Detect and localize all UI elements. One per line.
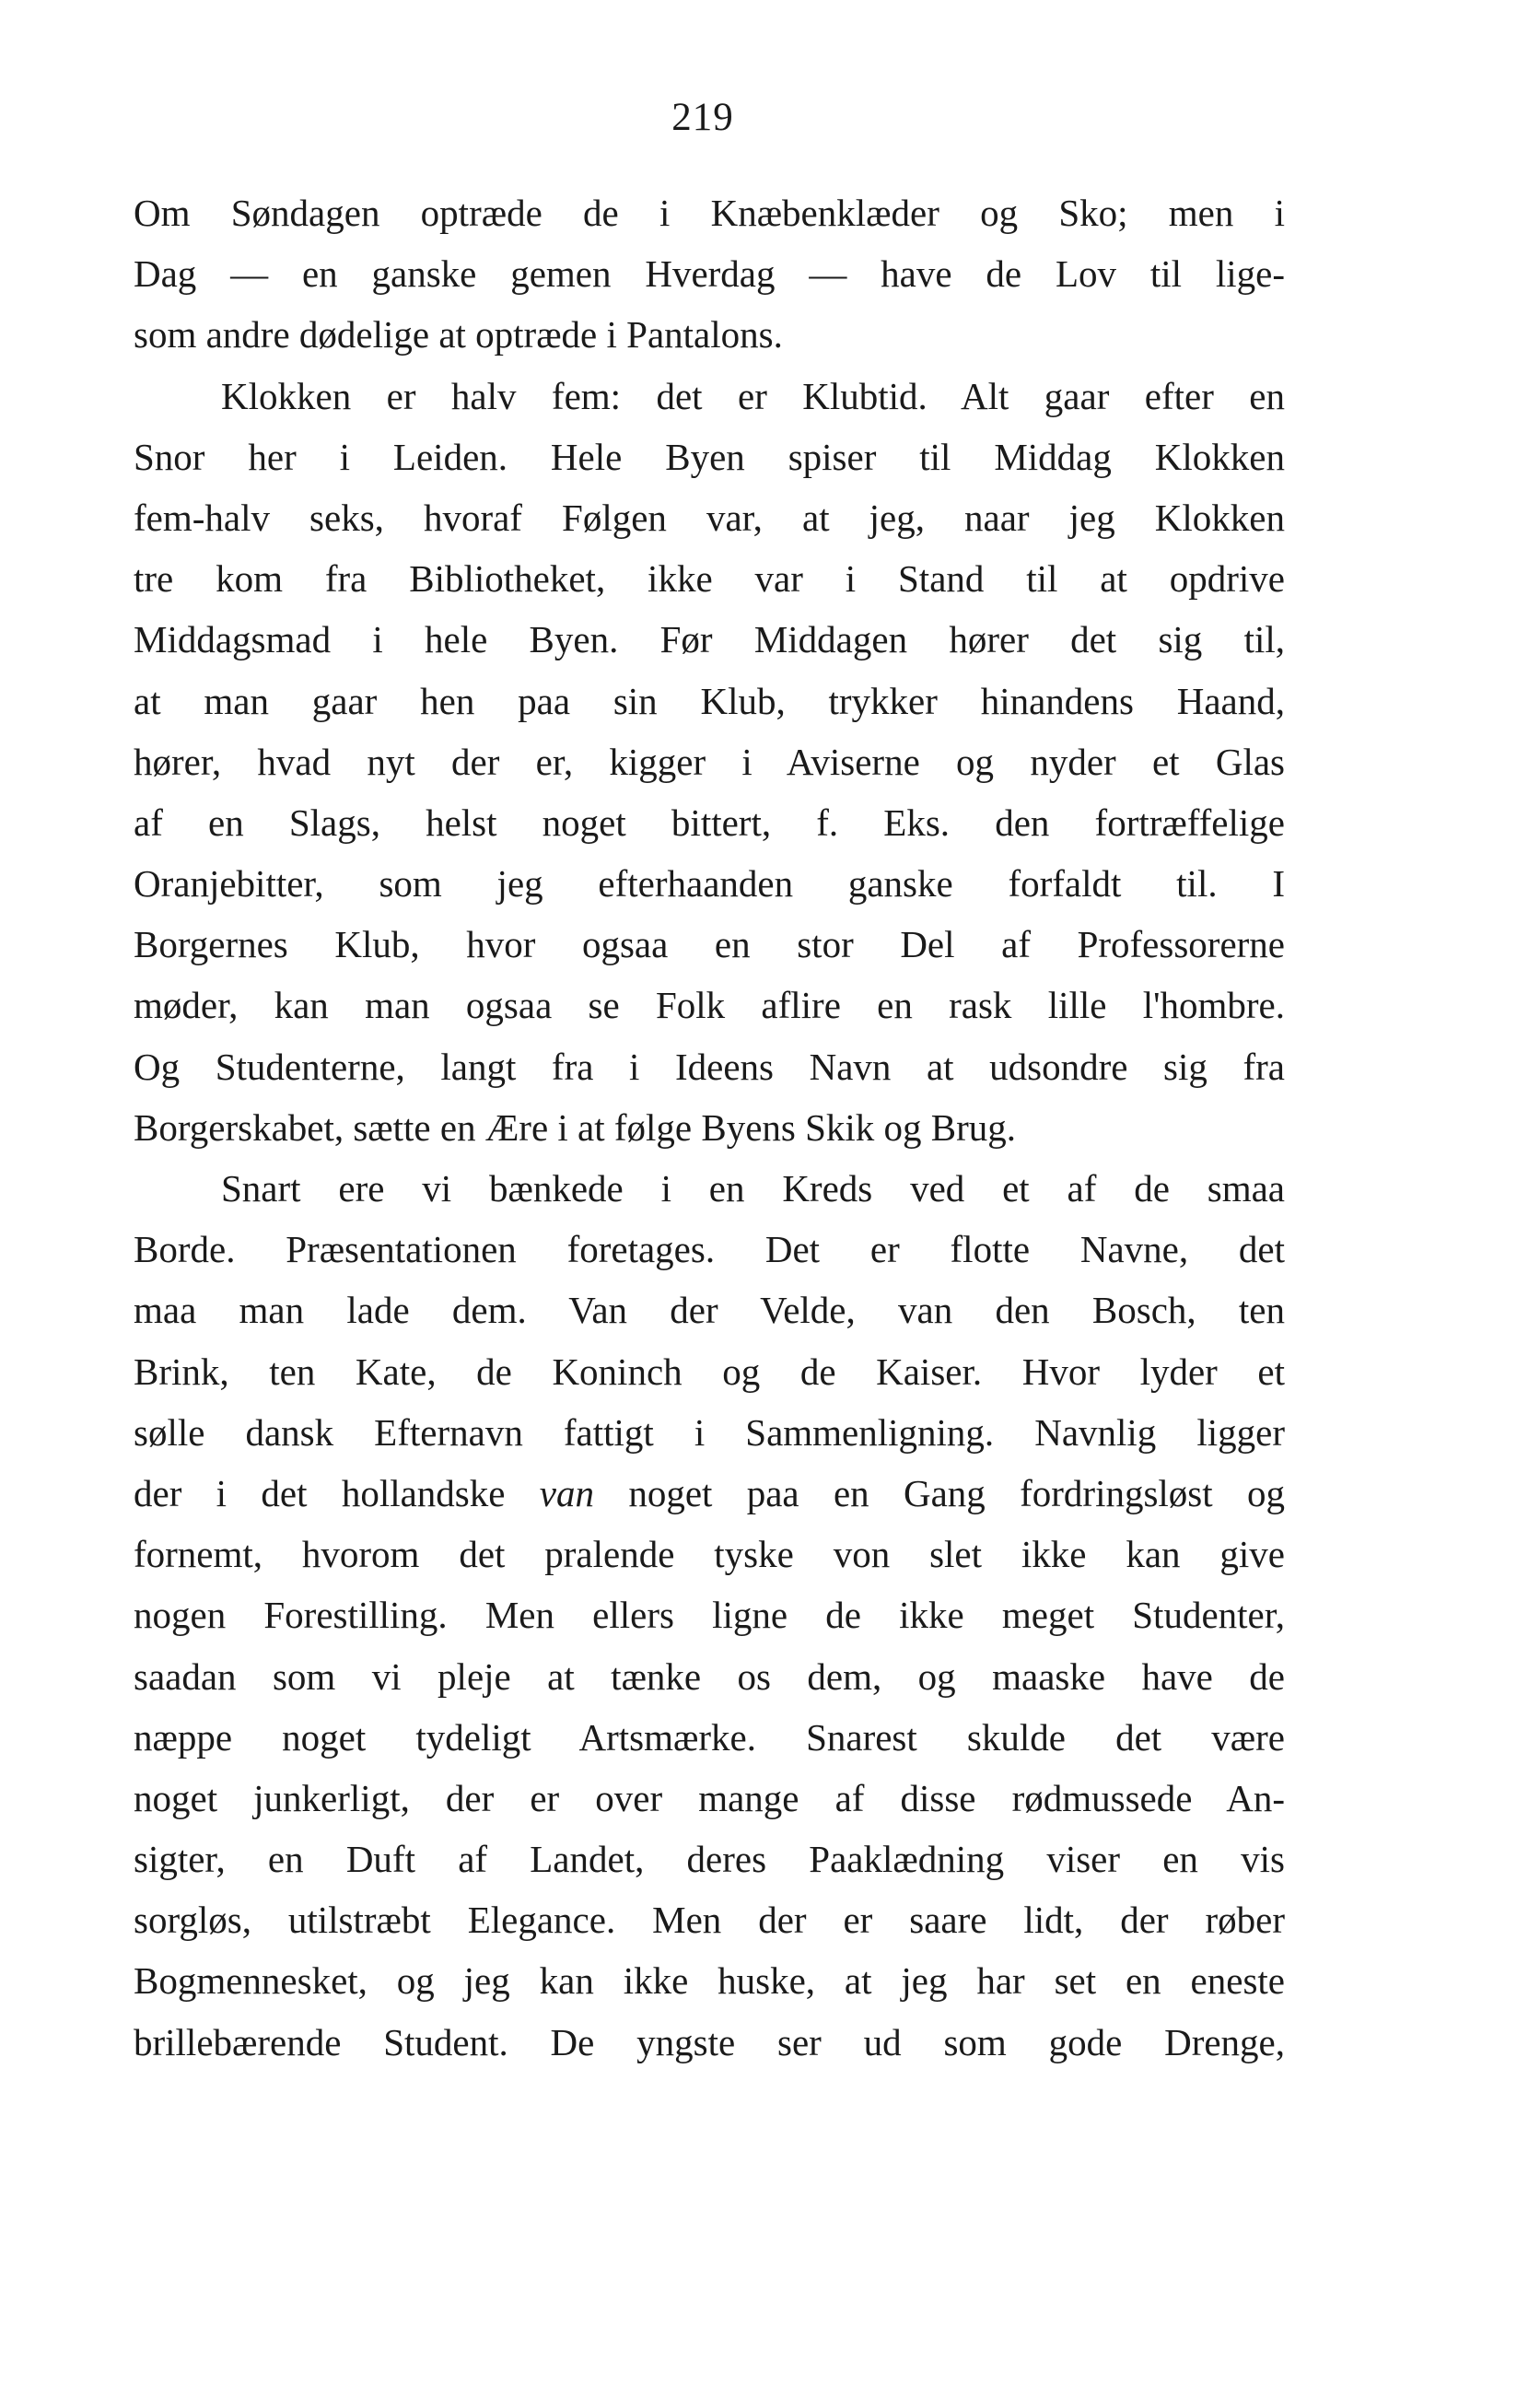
body-text <box>134 182 1285 2073</box>
text-line-22 <box>134 1463 1285 1524</box>
text-line-2: Dag — en ganske gemen Hverdag — have de Lov til lige- <box>134 252 1285 296</box>
text-line-17: Snart ere vi bænkede i en Kreds ved et af de smaa <box>221 1167 1285 1210</box>
text-line-25: saadan som vi pleje at tænke os dem, og maaske have de <box>134 1654 1285 1698</box>
page-number: 219 <box>671 96 734 139</box>
text-line-26: næppe noget tydeligt Artsmærke. Snarest skulde det være <box>134 1715 1285 1759</box>
text-line-9: at man gaar hen paa sin Klub, trykker hinandens Haand, <box>134 679 1285 722</box>
text-line-22-pre: der i det hollandske <box>134 1471 540 1514</box>
text-line-27: noget junkerligt, der er over mange af disse rødmussede An- <box>134 1776 1285 1819</box>
italic-word: van <box>539 1471 594 1514</box>
text-line-19: maa man lade dem. Van der Velde, van den Bosch, ten <box>134 1289 1285 1332</box>
text-line-1: Om Søndagen optræde de i Knæbenklæder og Sko; men i <box>134 192 1285 234</box>
text-line-31: brillebærende Student. De yngste ser ud som gode Drenge, <box>134 2020 1285 2063</box>
text-line-20: Brink, ten Kate, de Koninch og de Kaiser. Hvor lyder et <box>134 1350 1285 1393</box>
text-line-29: sorgløs, utilstræbt Elegance. Men der er saare lidt, der røber <box>134 1899 1285 1942</box>
text-line-14: møder, kan man ogsaa se Folk aflire en rask lille l'hombre. <box>134 984 1285 1027</box>
text-line-16: Borgerskabet, sætte en Ære i at følge Byens Skik og Brug. <box>134 1105 1017 1149</box>
text-line-28: sigter, en Duft af Landet, deres Paaklædning viser en vis <box>134 1838 1285 1881</box>
text-line-11: af en Slags, helst noget bittert, f. Eks. den fortræffelige <box>134 801 1285 844</box>
text-line-4: Klokken er halv fem: det er Klubtid. Alt gaar efter en <box>221 374 1285 417</box>
text-line-24: nogen Forestilling. Men ellers ligne de ikke meget Studenter, <box>134 1594 1285 1637</box>
text-line-22-post: noget paa en Gang fordringsløst og <box>593 1471 1285 1514</box>
text-line-3: som andre dødelige at optræde i Pantalons. <box>134 313 783 356</box>
text-line-13: Borgernes Klub, hvor ogsaa en stor Del af Professorerne <box>134 923 1285 966</box>
text-line-21: sølle dansk Efternavn fattigt i Sammenligning. Navnlig ligger <box>134 1410 1285 1454</box>
text-line-12: Oranjebitter, som jeg efterhaanden ganske forfaldt til. I <box>134 862 1285 906</box>
text-line-30: Bogmennesket, og jeg kan ikke huske, at jeg har set en eneste <box>134 1959 1285 2003</box>
text-line-10: hører, hvad nyt der er, kigger i Aviserne og nyder et Glas <box>134 740 1285 783</box>
text-line-15: Og Studenterne, langt fra i Ideens Navn at udsondre sig fra <box>134 1045 1285 1088</box>
text-line-18: Borde. Præsentationen foretages. Det er flotte Navne, det <box>134 1228 1285 1271</box>
text-line-23: fornemt, hvorom det pralende tyske von slet ikke kan give <box>134 1533 1285 1576</box>
text-line-6: fem-halv seks, hvoraf Følgen var, at jeg, naar jeg Klokken <box>134 496 1285 539</box>
text-line-7: tre kom fra Bibliotheket, ikke var i Stand til at opdrive <box>134 557 1285 601</box>
text-line-5: Snor her i Leiden. Hele Byen spiser til Middag Klokken <box>134 435 1285 478</box>
text-line-8: Middagsmad i hele Byen. Før Middagen hører det sig til, <box>134 618 1285 661</box>
